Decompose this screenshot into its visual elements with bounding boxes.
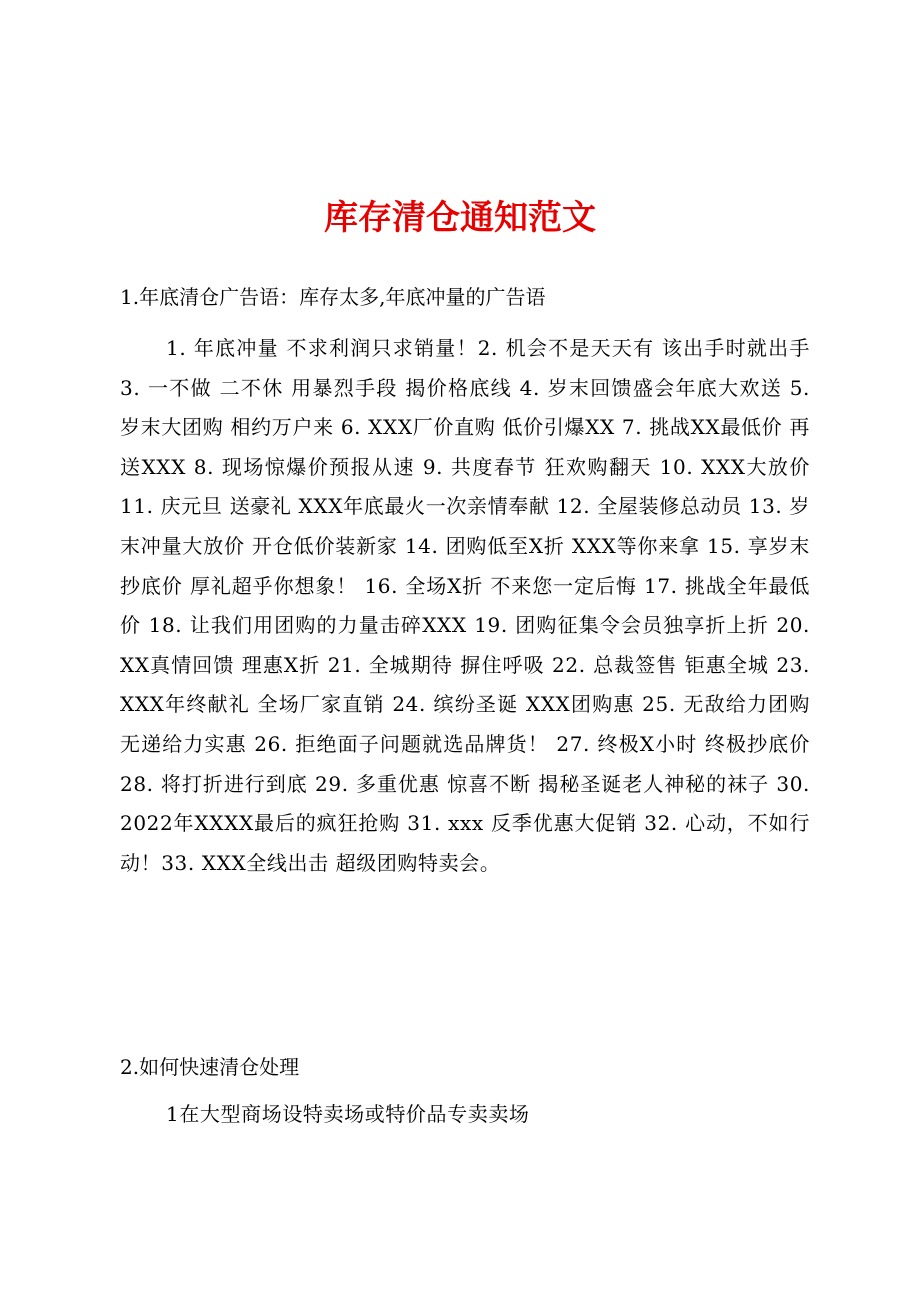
section-heading-2: 2.如何快速清仓处理 bbox=[120, 1055, 300, 1079]
page-title: 库存清仓通知范文 bbox=[324, 198, 596, 238]
section-heading-1: 1.年底清仓广告语：库存太多,年底冲量的广告语 bbox=[120, 285, 546, 309]
slogan-list-paragraph: 1. 年底冲量 不求利润只求销量！2. 机会不是天天有 该出手时就出手 3. 一不做 二不休 用暴烈手段 揭价格底线 4. 岁末回馈盛会年底大欢送 5. 岁末大团购 相约万户来 6. XXX厂价直购 低价引爆XX 7. 挑战XX最低价 再送XXX 8. 现场惊爆价预报从速 9. 共度春节 狂欢购翻天 10. XXX大放价 11. 庆元旦 送豪礼 XXX年底最火一次亲情奉献 12. 全屋装修总动员 13. 岁末冲量大放价 开仓低价装新家 14. 团购低至X折 XXX等你来拿 15. 享岁末抄底价 厚礼超乎你想象！ 16. 全场X折 不来您一定后悔 17. 挑战全年最低价 18. 让我们用团购的力量击碎XXX 19. 团购征集令会员独享折上折 20. XX真情回馈 理惠X折 21. 全城期待 摒住呼吸 22. 总裁签售 钜惠全城 23. XXX年终献礼 全场厂家直销 24. 缤纷圣诞 XXX团购惠 25. 无敌给力团购无递给力实惠 26. 拒绝面子问题就选品牌货！ 27. 终极X小时 终极抄底价 28. 将打折进行到底 29. 多重优惠 惊喜不断 揭秘圣诞老人神秘的袜子 30. 2022年XXXX最后的疯狂抢购 31. xxx 反季优惠大促销 32. 心动，不如行动！33. XXX全线出击 超级团购特卖会。 bbox=[120, 336, 810, 875]
section-2-item-1: 1在大型商场设特卖场或特价品专卖卖场 bbox=[166, 1102, 530, 1126]
